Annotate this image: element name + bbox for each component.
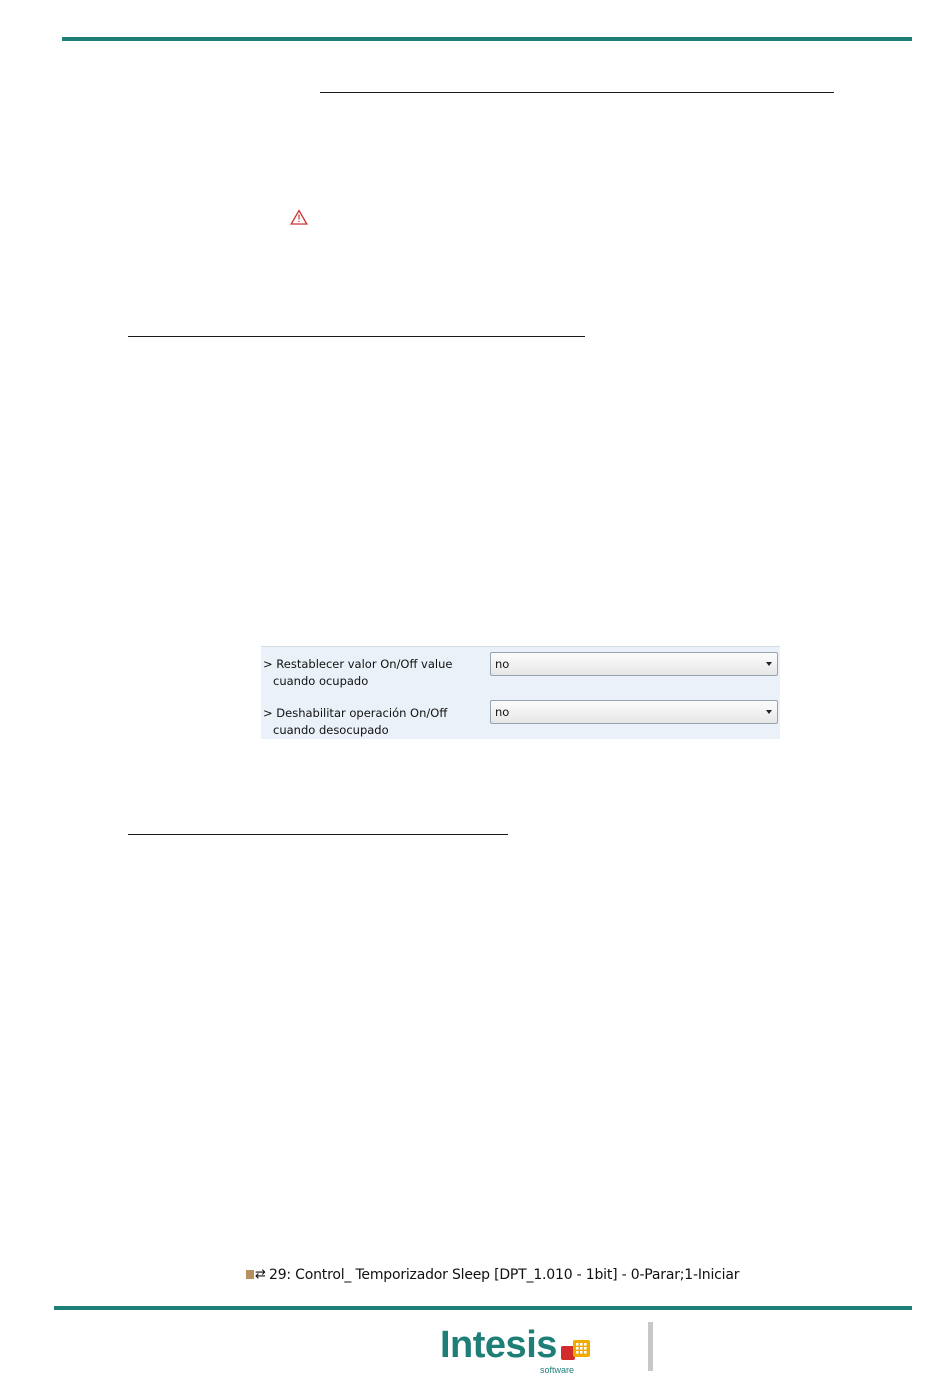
- comm-object-icon: ⇄: [246, 1265, 266, 1285]
- select-value: no: [495, 705, 510, 719]
- footer-separator: [648, 1322, 653, 1371]
- deshabilitar-onoff-select[interactable]: [490, 700, 778, 724]
- section-underline: [128, 834, 508, 835]
- param-label-restablecer: > Restablecer valor On/Off value cuando ocupado: [263, 657, 453, 688]
- dropdown-arrow-icon: [766, 710, 772, 714]
- logo-sub: software: [540, 1365, 575, 1375]
- logo-mark-icon: [561, 1338, 593, 1368]
- footer-rule: [54, 1306, 912, 1310]
- param-label-deshabilitar: > Deshabilitar operación On/Off cuando desocupado: [263, 706, 448, 737]
- dropdown-arrow-icon: [766, 662, 772, 666]
- select-value: no: [495, 657, 510, 671]
- restablecer-onoff-select[interactable]: [490, 652, 778, 676]
- section-underline: [320, 92, 834, 93]
- comm-object-row[interactable]: [246, 1264, 739, 1286]
- warning-icon: [290, 209, 308, 225]
- header-rule: [62, 37, 912, 41]
- comm-object-label: 29: Control_ Temporizador Sleep [DPT_1.010 - 1bit] - 0-Parar;1-Iniciar: [269, 1267, 740, 1283]
- section-underline: [128, 336, 585, 337]
- parameters-panel: [261, 646, 780, 739]
- logo-word: Intesis: [440, 1324, 557, 1366]
